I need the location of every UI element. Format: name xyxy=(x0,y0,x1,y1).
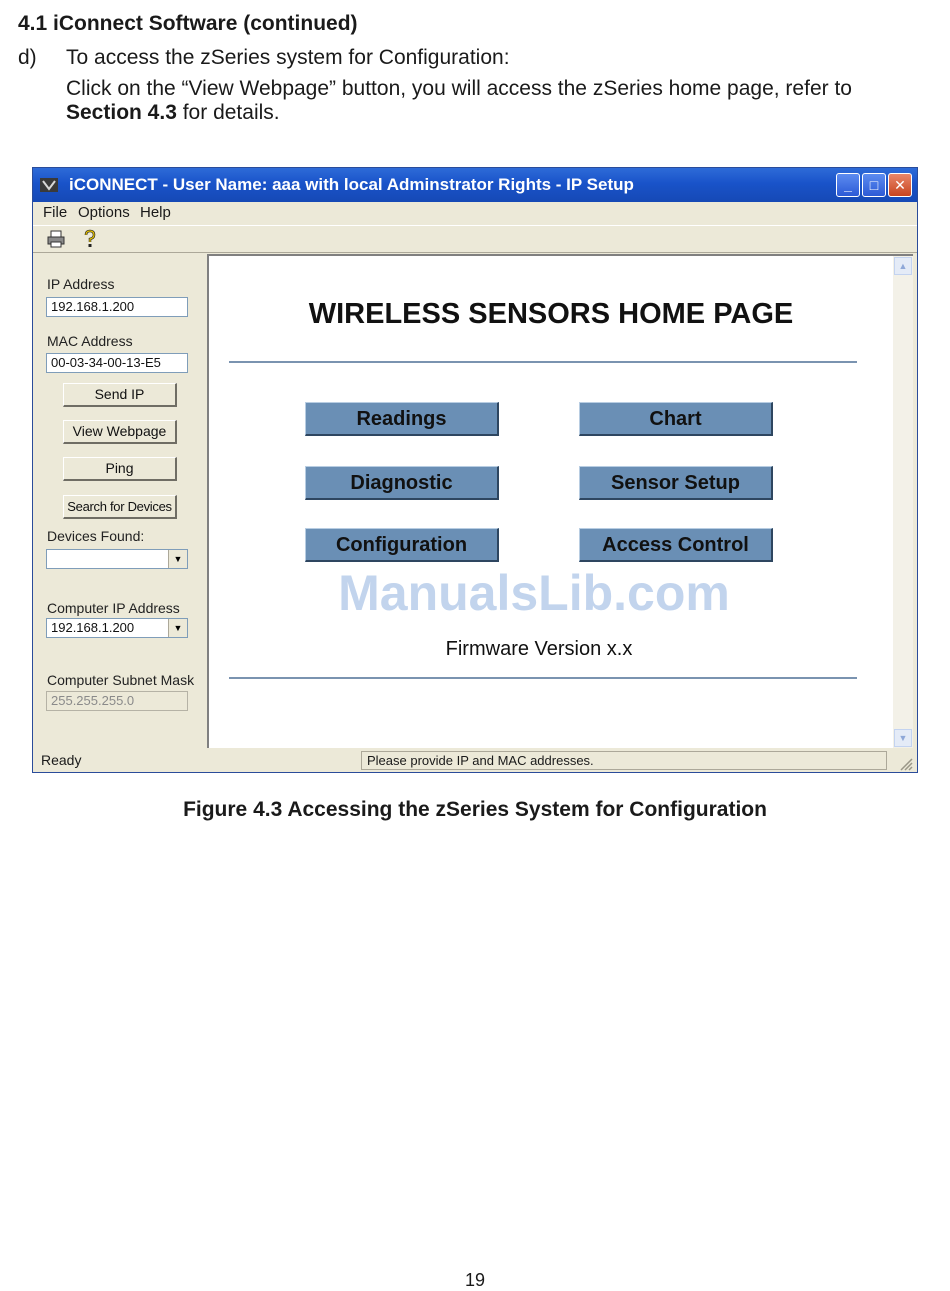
devices-found-dropdown[interactable] xyxy=(46,549,188,569)
watermark: ManualsLib.com xyxy=(338,565,730,621)
menu-file[interactable]: File xyxy=(43,204,68,221)
webpage-view xyxy=(207,254,913,748)
subnet-mask-field: 255.255.255.0 xyxy=(46,691,188,711)
mac-address-label: MAC Address xyxy=(47,333,133,349)
left-panel xyxy=(37,254,205,748)
sensor-setup-button[interactable]: Sensor Setup xyxy=(579,466,773,500)
computer-ip-dropdown[interactable] xyxy=(46,618,188,638)
scroll-up-icon[interactable]: ▲ xyxy=(894,257,912,275)
computer-ip-value: 192.168.1.200 xyxy=(51,620,135,635)
subnet-mask-label: Computer Subnet Mask xyxy=(47,672,195,688)
ip-address-label: IP Address xyxy=(47,276,115,292)
menu-bar xyxy=(33,202,917,224)
divider-top xyxy=(229,361,857,363)
send-ip-button[interactable]: Send IP xyxy=(63,383,177,407)
printer-icon[interactable] xyxy=(46,229,66,249)
resize-grip-icon[interactable] xyxy=(897,755,913,771)
firmware-version: Firmware Version x.x xyxy=(445,638,633,660)
status-message: Please provide IP and MAC addresses. xyxy=(361,751,887,770)
menu-help[interactable]: Help xyxy=(140,204,171,221)
section-heading: 4.1 iConnect Software (continued) xyxy=(18,12,358,35)
section-reference: Section 4.3 xyxy=(66,101,177,124)
divider-bottom xyxy=(229,677,857,679)
para-text-1: Click on the “View Webpage” button, you will access the zSeries home page, refer to xyxy=(66,77,852,100)
minimize-button[interactable]: _ xyxy=(836,173,860,197)
search-devices-button[interactable]: Search for Devices xyxy=(63,495,177,519)
status-ready: Ready xyxy=(41,752,82,768)
status-bar xyxy=(33,749,917,772)
home-page-title: WIRELESS SENSORS HOME PAGE xyxy=(308,298,794,330)
app-icon xyxy=(39,175,59,195)
menu-options[interactable]: Options xyxy=(78,204,130,221)
readings-button[interactable]: Readings xyxy=(305,402,499,436)
scroll-down-icon[interactable]: ▼ xyxy=(894,729,912,747)
help-icon[interactable] xyxy=(80,229,100,249)
access-control-button[interactable]: Access Control xyxy=(579,528,773,562)
ip-address-field[interactable]: 192.168.1.200 xyxy=(46,297,188,317)
chart-button[interactable]: Chart xyxy=(579,402,773,436)
view-webpage-button[interactable]: View Webpage xyxy=(63,420,177,444)
computer-ip-label: Computer IP Address xyxy=(47,600,180,616)
window-title: iCONNECT - User Name: aaa with local Adminstrator Rights - IP Setup xyxy=(69,175,634,194)
vertical-scrollbar[interactable] xyxy=(893,256,913,748)
devices-found-label: Devices Found: xyxy=(47,528,145,544)
step-letter: d) xyxy=(18,46,37,69)
chevron-down-icon[interactable]: ▼ xyxy=(168,550,187,568)
para-text-2: for details. xyxy=(176,101,280,124)
maximize-button[interactable]: □ xyxy=(862,173,886,197)
body-paragraph xyxy=(66,77,926,125)
page-number: 19 xyxy=(464,1270,486,1290)
figure-caption: Figure 4.3 Accessing the zSeries System for Configuration xyxy=(183,798,767,821)
configuration-button[interactable]: Configuration xyxy=(305,528,499,562)
chevron-down-icon[interactable]: ▼ xyxy=(168,619,187,637)
diagnostic-button[interactable]: Diagnostic xyxy=(305,466,499,500)
ping-button[interactable]: Ping xyxy=(63,457,177,481)
step-text: To access the zSeries system for Configuration: xyxy=(66,46,510,69)
iconnect-window xyxy=(32,167,918,773)
title-bar[interactable] xyxy=(33,168,917,202)
close-button[interactable]: ✕ xyxy=(888,173,912,197)
toolbar xyxy=(33,225,917,253)
mac-address-field[interactable]: 00-03-34-00-13-E5 xyxy=(46,353,188,373)
